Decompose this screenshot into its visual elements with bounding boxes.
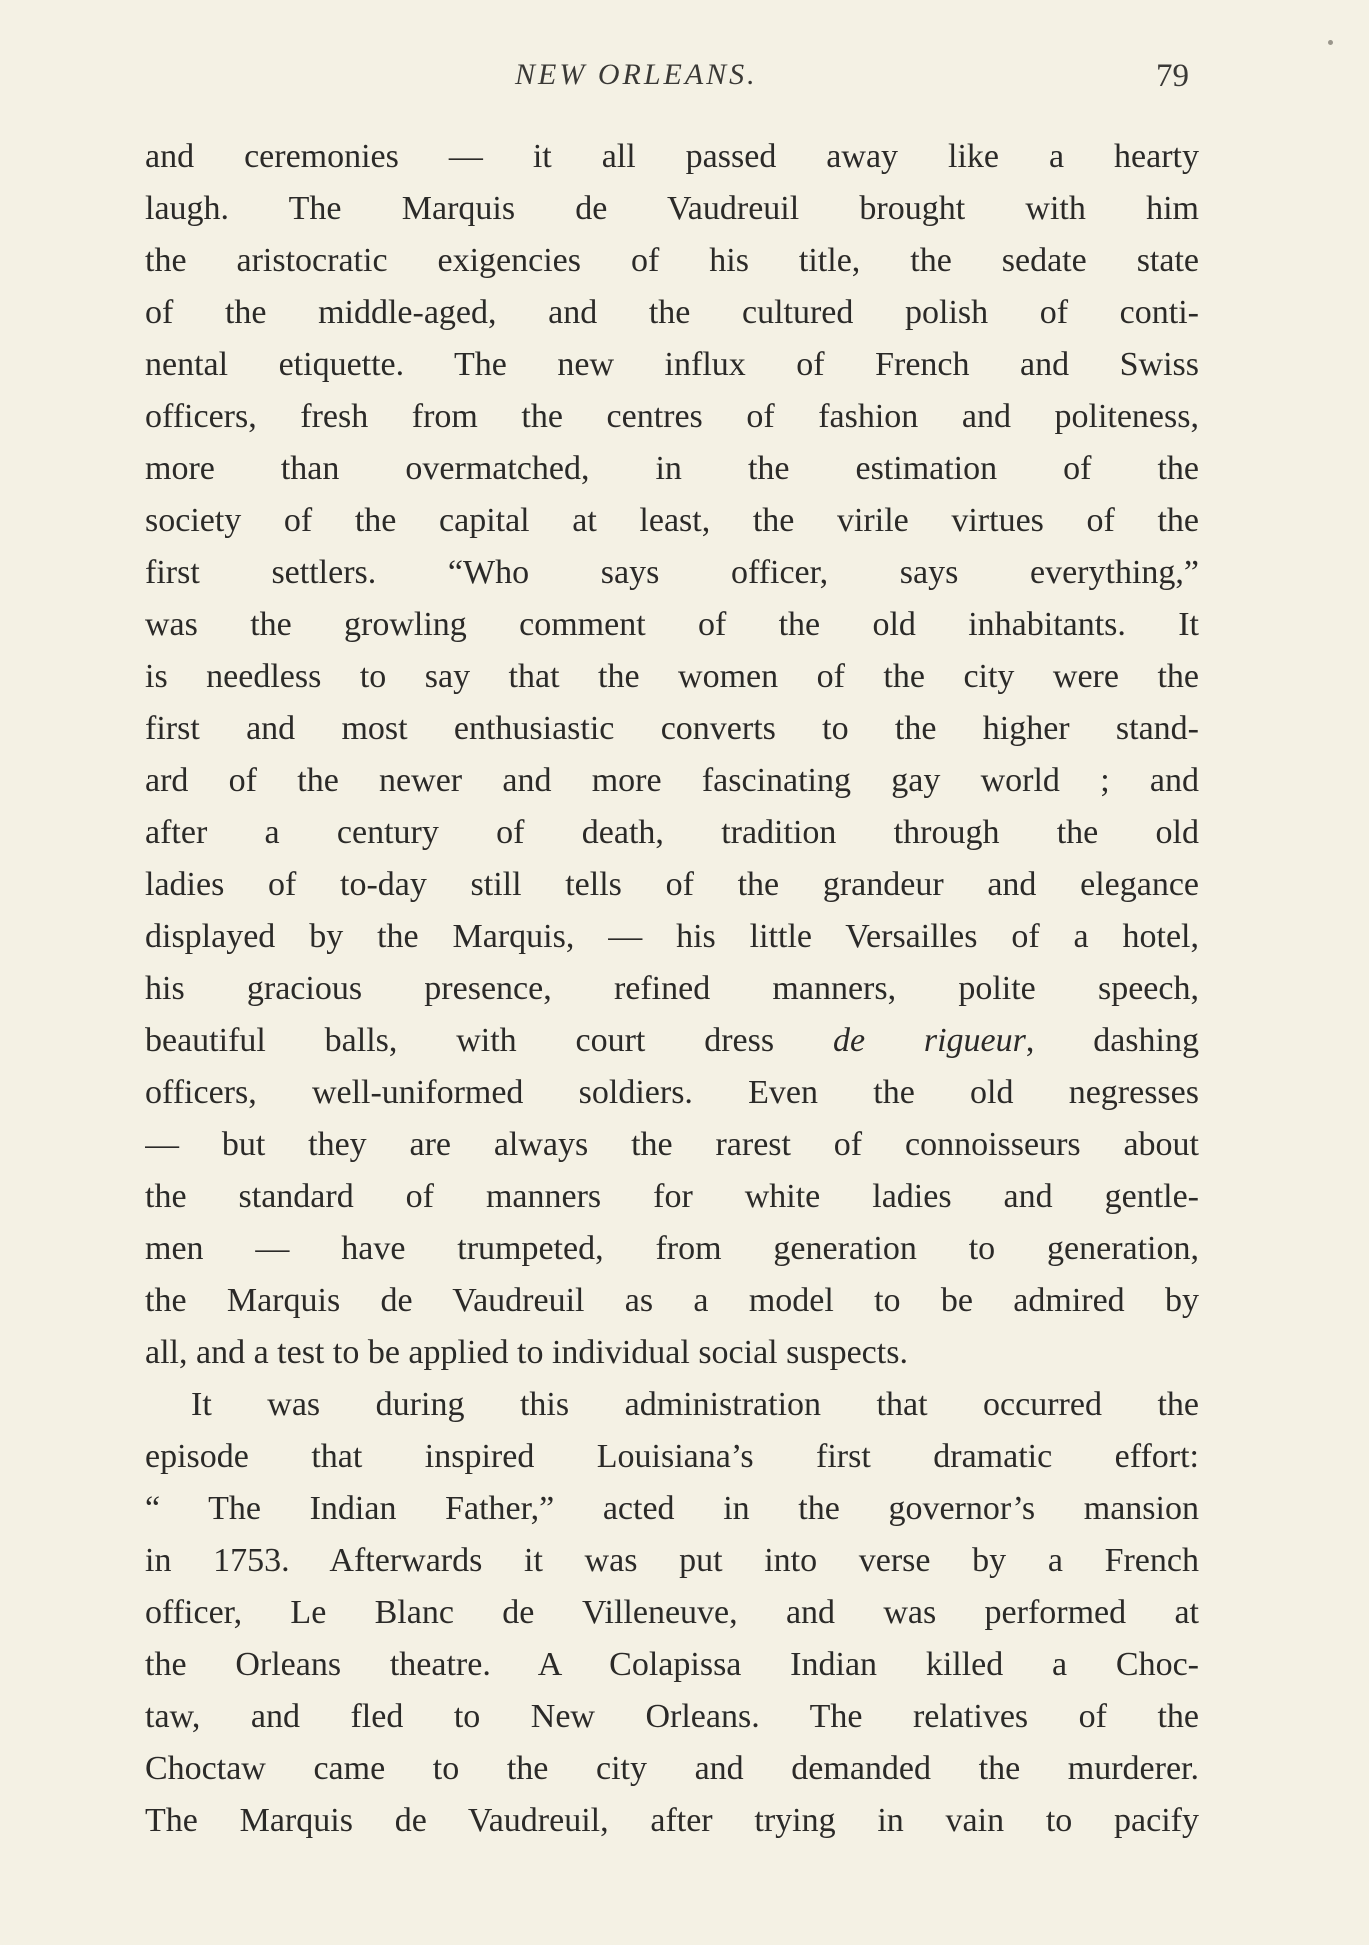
- text-line: officers, fresh from the centres of fashion and politeness,: [145, 398, 1199, 435]
- text-segment: beautiful balls, with court dress: [145, 1022, 833, 1059]
- text-line: officer, Le Blanc de Villeneuve, and was performed at: [145, 1594, 1199, 1631]
- text-line: officers, well-uniformed soldiers. Even the old negresses: [145, 1074, 1199, 1111]
- text-line: was the growling comment of the old inhabitants. It: [145, 606, 1199, 643]
- text-line: displayed by the Marquis, — his little Versailles of a hotel,: [145, 918, 1199, 955]
- text-line: The Marquis de Vaudreuil, after trying in vain to pacify: [145, 1802, 1199, 1839]
- italic-phrase: de rigueur: [832, 1022, 1026, 1059]
- text-line: “ The Indian Father,” acted in the governor’s mansion: [145, 1490, 1199, 1527]
- text-line: ladies of to-day still tells of the grandeur and elegance: [145, 866, 1199, 903]
- text-line: episode that inspired Louisiana’s first dramatic effort:: [145, 1438, 1199, 1475]
- text-line: all, and a test to be applied to individual social suspects.: [145, 1334, 908, 1371]
- text-line: first and most enthusiastic converts to the higher stand-: [145, 710, 1199, 747]
- text-line: taw, and fled to New Orleans. The relatives of the: [145, 1698, 1199, 1735]
- text-line: the Orleans theatre. A Colapissa Indian killed a Choc-: [145, 1646, 1199, 1683]
- text-line: laugh. The Marquis de Vaudreuil brought with him: [145, 190, 1199, 227]
- page-number: 79: [1156, 58, 1189, 94]
- text-line: the Marquis de Vaudreuil as a model to be admired by: [145, 1282, 1199, 1319]
- running-head: [0, 58, 1369, 98]
- text-line: of the middle-aged, and the cultured polish of conti-: [145, 294, 1199, 331]
- ink-speck: [1328, 40, 1333, 45]
- text-line: and ceremonies — it all passed away like a hearty: [145, 138, 1199, 175]
- text-line: his gracious presence, refined manners, polite speech,: [145, 970, 1199, 1007]
- text-line: first settlers. “Who says officer, says everything,”: [145, 554, 1199, 591]
- running-title: NEW ORLEANS.: [515, 58, 758, 91]
- text-line-with-italic: [145, 1015, 1199, 1067]
- text-line: is needless to say that the women of the city were the: [145, 658, 1199, 695]
- text-line: nental etiquette. The new influx of French and Swiss: [145, 346, 1199, 383]
- text-line: in 1753. Afterwards it was put into verse by a French: [145, 1542, 1199, 1579]
- body-text: [145, 131, 1199, 1847]
- paragraph-start-line: It was during this administration that occurred the: [191, 1386, 1199, 1423]
- text-line: the standard of manners for white ladies and gentle-: [145, 1178, 1199, 1215]
- text-line: the aristocratic exigencies of his title, the sedate state: [145, 242, 1199, 279]
- text-line: — but they are always the rarest of connoisseurs about: [145, 1126, 1199, 1163]
- text-line: after a century of death, tradition through the old: [145, 814, 1199, 851]
- text-line: ard of the newer and more fascinating gay world ; and: [145, 762, 1199, 799]
- text-line: more than overmatched, in the estimation of the: [145, 450, 1199, 487]
- text-line: Choctaw came to the city and demanded the murderer.: [145, 1750, 1199, 1787]
- text-line: society of the capital at least, the virile virtues of the: [145, 502, 1199, 539]
- text-line: men — have trumpeted, from generation to generation,: [145, 1230, 1199, 1267]
- text-segment: , dashing: [1025, 1022, 1199, 1059]
